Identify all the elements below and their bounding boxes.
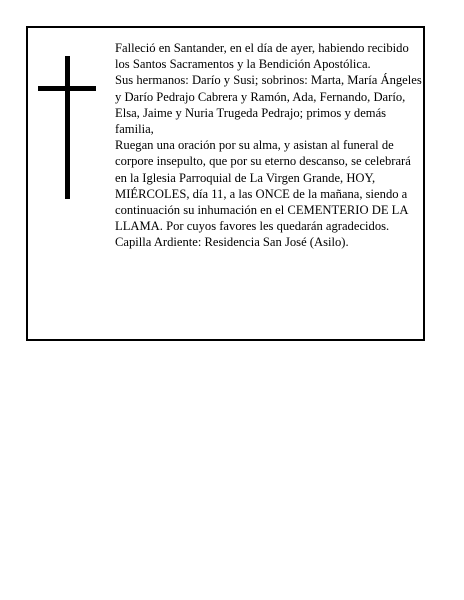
cross-horizontal-bar: [38, 86, 96, 91]
latin-cross-icon: [38, 56, 96, 199]
funeral-details-paragraph: Ruegan una oración por su alma, y asistan al funeral de corpore insepulto, que por su eterno descanso, se celebrará en la Iglesia Parroquial de La Virgen Grande, HOY, MIÉRCOLES, día 11, a las ONCE de la mañana, siendo a continuación su inhumación en el CEMENTERIO DE LA LLAMA. Por cuyos favores les quedarán agradecidos. Capilla Ardiente: Residencia San José (Asilo).: [115, 138, 411, 250]
obituary-notice-box: [26, 26, 425, 341]
cross-vertical-bar: [65, 56, 70, 199]
death-announcement-paragraph: Falleció en Santander, en el día de ayer, habiendo recibido los Santos Sacramentos y la Bendición Apostólica.: [115, 41, 409, 72]
obituary-text: [115, 40, 423, 251]
family-paragraph: Sus hermanos: Darío y Susi; sobrinos: Marta, María Ángeles y Darío Pedrajo Cabrera y Ramón, Ada, Fernando, Darío, Elsa, Jaime y Nuria Trugeda Pedrajo; primos y demás familia,: [115, 73, 422, 137]
